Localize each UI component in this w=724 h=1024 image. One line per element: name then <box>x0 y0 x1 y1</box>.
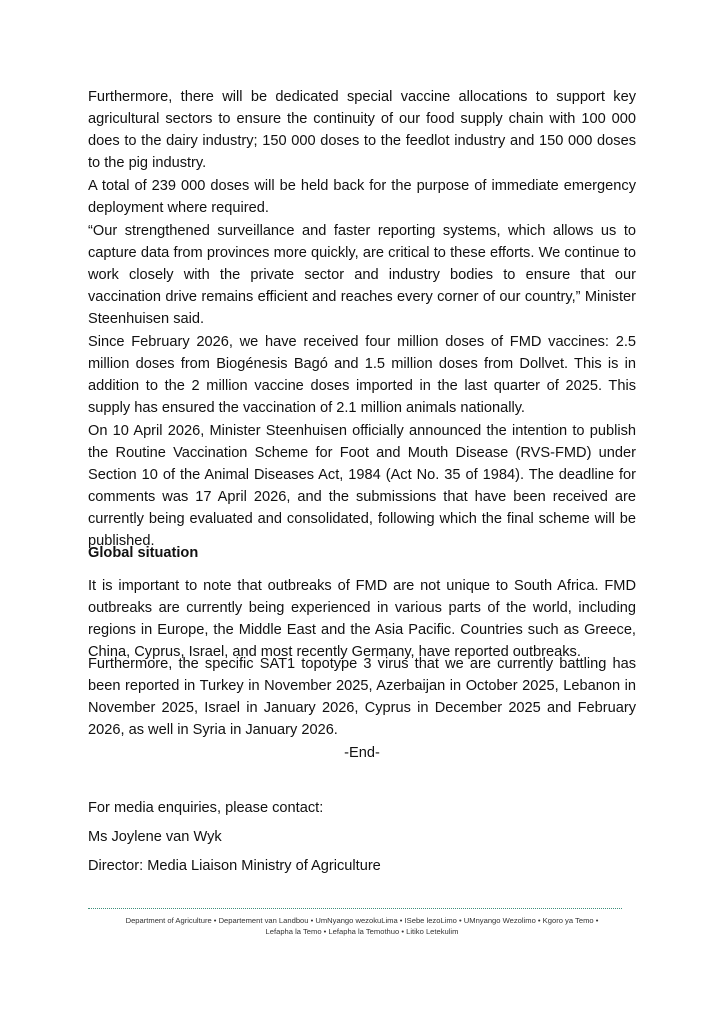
paragraph-minister-quote: “Our strengthened surveillance and faster reporting systems, which allows us to capture data from provinces more quickly, are critical to these efforts. We continue to work closely with the private sector and industry bodies to ensure that our vaccination drive remains efficient and reaches every corner of our country,” Minister Steenhuisen said. <box>88 223 636 327</box>
paragraph-rvs-fmd-scheme: On 10 April 2026, Minister Steenhuisen officially announced the intention to publish the Routine Vaccination Scheme for Foot and Mouth Disease (RVS-FMD) under Section 10 of the Animal Diseases Act, 1984 (Act No. 35 of 1984). The deadline for comments was 17 April 2026, and the submissions that have been received are currently being evaluated and consolidated, following which the final scheme will be published. <box>88 423 636 549</box>
paragraph-global-outbreaks: It is important to note that outbreaks of FMD are not unique to South Africa. FMD outbreaks are currently being experienced in various parts of the world, including regions in Europe, the Middle East and the Asia Pacific. Countries such as Greece, China, Cyprus, Israel, and most recently Germany, have reported outbreaks. <box>88 578 636 660</box>
paragraph-vaccine-supply: Since February 2026, we have received four million doses of FMD vaccines: 2.5 million doses from Biogénesis Bagó and 1.5 million doses from Dollvet. This is in addition to the 2 million vaccine doses imported in the last quarter of 2025. This supply has ensured the vaccination of 2.1 million animals nationally. <box>88 334 636 416</box>
paragraph-emergency-doses: A total of 239 000 doses will be held back for the purpose of immediate emergency deployment where required. <box>88 178 636 216</box>
section-heading-global-situation: Global situation <box>88 545 199 561</box>
footer-department-names-line2: Lefapha la Temo • Lefapha la Temothuo • Litiko Letekulim <box>265 927 459 936</box>
paragraph-sat1-topotype: Furthermore, the specific SAT1 topotype 3 virus that we are currently battling has been reported in Turkey in November 2025, Azerbaijan in October 2025, Lebanon in November 2025, Israel in January 2026, Cyprus in December 2025 and February 2026, as well in Syria in January 2026. <box>88 656 636 738</box>
footer-department-names-line1: Department of Agriculture • Departement van Landbou • UmNyango wezokuLima • ISebe lezoLimo • UMnyango Wezolimo • Kgoro ya Temo • <box>125 916 599 925</box>
end-mark: -End- <box>344 745 380 761</box>
footer-dotted-divider <box>88 908 622 909</box>
contact-intro: For media enquiries, please contact: <box>88 800 324 816</box>
contact-title: Director: Media Liaison Ministry of Agriculture <box>88 858 381 874</box>
paragraph-vaccine-allocations: Furthermore, there will be dedicated special vaccine allocations to support key agricultural sectors to ensure the continuity of our food supply chain with 100 000 does to the dairy industry; 150 000 doses to the feedlot industry and 150 000 doses to the pig industry. <box>88 89 636 171</box>
contact-name: Ms Joylene van Wyk <box>88 829 222 845</box>
